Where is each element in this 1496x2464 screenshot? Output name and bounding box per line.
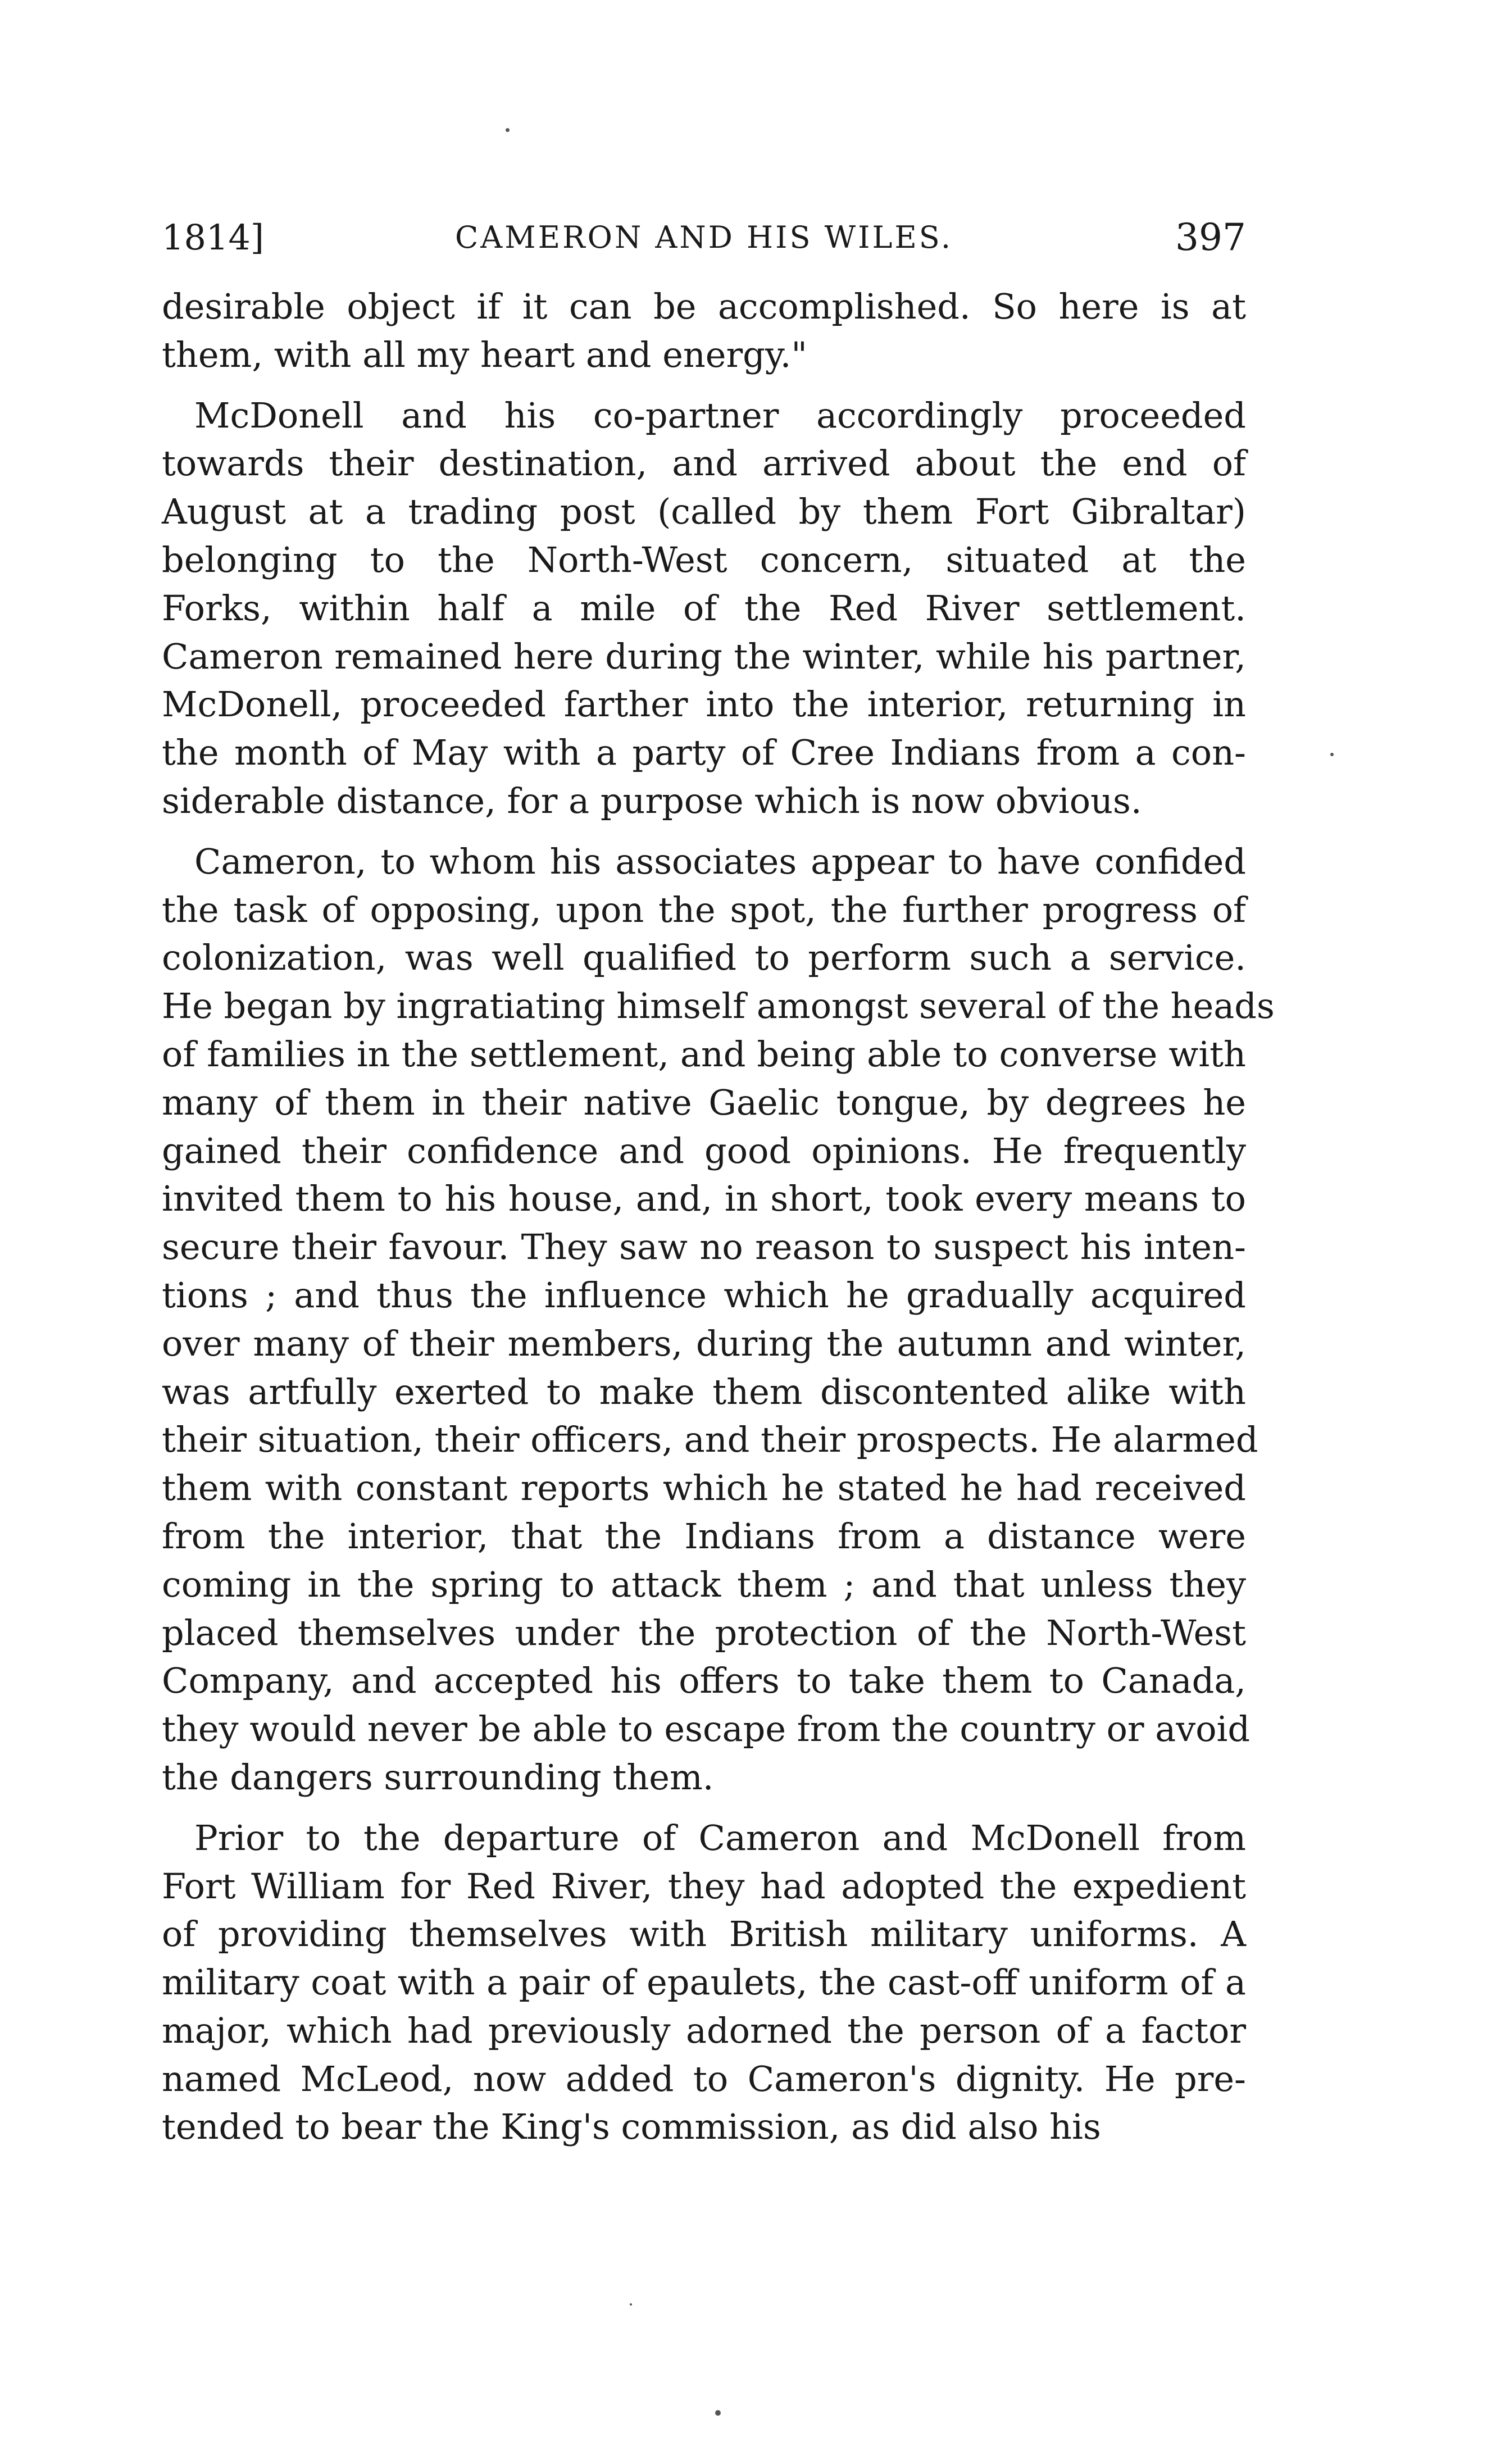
text-line: desirable object if it can be accomplished. So here is at	[162, 286, 1246, 327]
paragraph	[162, 1814, 1246, 2152]
text-line: belonging to the North-West concern, situated at the	[162, 539, 1246, 580]
paragraph	[162, 392, 1246, 825]
text-line: major, which had previously adorned the person of a factor	[162, 2010, 1246, 2051]
paragraph	[162, 838, 1275, 1802]
text-line: over many of their members, during the autumn and winter,	[162, 1322, 1246, 1364]
running-header	[162, 207, 1246, 269]
text-line: Cameron, to whom his associates appear to have confided	[194, 840, 1246, 882]
text-line: Company, and accepted his offers to take them to Canada,	[162, 1660, 1246, 1702]
scan-speck	[715, 2410, 721, 2416]
text-line: Prior to the departure of Cameron and McDonell from	[194, 1817, 1246, 1858]
text-line: military coat with a pair of epaulets, the cast-off uniform of a	[162, 1962, 1246, 2003]
text-line: McDonell and his co-partner accordingly proceeded	[194, 394, 1246, 436]
text-line: secure their favour. They saw no reason to suspect his inten-	[162, 1226, 1246, 1268]
text-line: from the interior, that the Indians from a distance were	[162, 1515, 1246, 1557]
text-line: the task of opposing, upon the spot, the further progress of	[162, 889, 1246, 930]
text-line: was artfully exerted to make them discontented alike with	[162, 1371, 1246, 1412]
text-line: them, with all my heart and energy."	[162, 334, 807, 375]
scan-speck	[506, 128, 510, 132]
text-line: their situation, their officers, and their prospects. He alarmed	[162, 1419, 1258, 1461]
text-line: tions ; and thus the influence which he gradually acquired	[162, 1274, 1246, 1316]
text-line: invited them to his house, and, in short, took every means to	[162, 1178, 1246, 1220]
text-line: of families in the settlement, and being able to converse with	[162, 1033, 1246, 1075]
text-line: the dangers surrounding them.	[162, 1756, 714, 1798]
text-line: placed themselves under the protection of the North-West	[162, 1612, 1246, 1653]
text-line: of providing themselves with British military uniforms. A	[162, 1913, 1246, 1955]
text-line: colonization, was well qualified to perform such a service.	[162, 937, 1246, 979]
text-line: McDonell, proceeded farther into the interior, returning in	[162, 684, 1246, 725]
text-line: August at a trading post (called by them Fort Gibraltar)	[162, 491, 1246, 533]
text-line: Forks, within half a mile of the Red River settlement.	[162, 587, 1246, 629]
text-line: towards their destination, and arrived about the end of	[162, 443, 1246, 484]
body-text	[162, 283, 1275, 2151]
header-year: 1814]	[162, 217, 264, 258]
text-line: them with constant reports which he stated he had received	[162, 1467, 1246, 1509]
header-chapter-title: CAMERON AND HIS WILES.	[454, 220, 953, 255]
scan-speck	[630, 2303, 632, 2306]
text-line: tended to bear the King's commission, as did also his	[162, 2106, 1101, 2148]
text-line: gained their confidence and good opinions. He frequently	[162, 1130, 1246, 1171]
text-line: Fort William for Red River, they had adopted the expedient	[162, 1865, 1246, 1907]
text-line: they would never be able to escape from the country or avoid	[162, 1708, 1251, 1750]
text-line: named McLeod, now added to Cameron's dignity. He pre-	[162, 2058, 1246, 2099]
page-number: 397	[1175, 216, 1246, 259]
text-line: He began by ingratiating himself amongst several of the heads	[162, 985, 1275, 1027]
scan-speck	[1330, 753, 1334, 756]
paragraph	[162, 283, 1246, 379]
text-line: coming in the spring to attack them ; and that unless they	[162, 1563, 1246, 1605]
text-line: siderable distance, for a purpose which is now obvious.	[162, 780, 1142, 821]
text-line: Cameron remained here during the winter, while his partner,	[162, 635, 1246, 677]
text-line: many of them in their native Gaelic tongue, by degrees he	[162, 1081, 1246, 1123]
text-line: the month of May with a party of Cree Indians from a con-	[162, 732, 1246, 774]
